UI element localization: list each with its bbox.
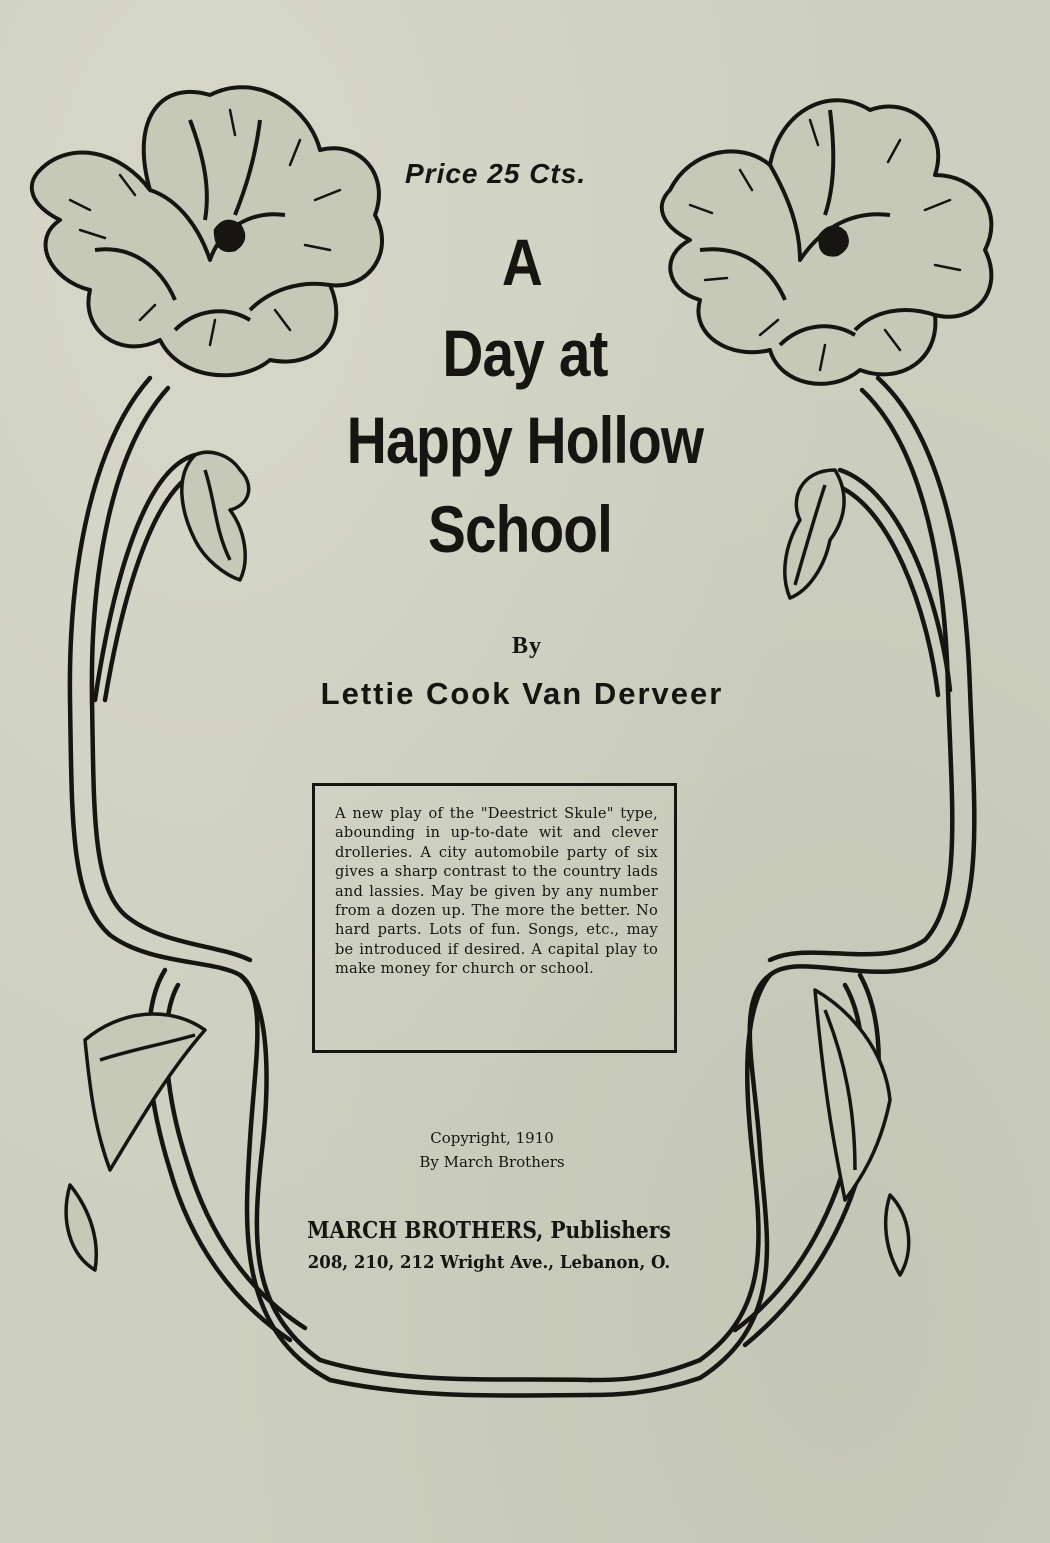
description-box [312, 783, 677, 1053]
publisher-address: 208, 210, 212 Wright Ave., Lebanon, O. [307, 1252, 671, 1273]
price-label: Price 25 Cts. [405, 158, 587, 189]
author-name: Lettie Cook Van Derveer [320, 676, 724, 711]
copyright-line-2: By March Brothers [419, 1153, 565, 1171]
description-text: A new play of the "Deestrict Skule" type, abounding in up-to-date wit and clever drolleries. A city automobile party of six gives a sharp contrast to the country lads and lassies. May be given by any number from a dozen up. The more the better. No hard parts. Lots of fun. Songs, etc., may be introduced if desired. A capital play to make money for church or school. [335, 805, 658, 978]
leaf-icon [66, 1014, 205, 1270]
title-line-1: A [501, 225, 543, 299]
title-line-4: School [427, 492, 613, 566]
publisher-name: MARCH BROTHERS, Publishers [307, 1217, 671, 1244]
title-line-3: Happy Hollow [346, 403, 704, 477]
leaf-icon [815, 990, 909, 1275]
title-line-2: Day at [442, 316, 608, 390]
byline: By [511, 633, 542, 659]
copyright-line-1: Copyright, 1910 [430, 1129, 554, 1147]
